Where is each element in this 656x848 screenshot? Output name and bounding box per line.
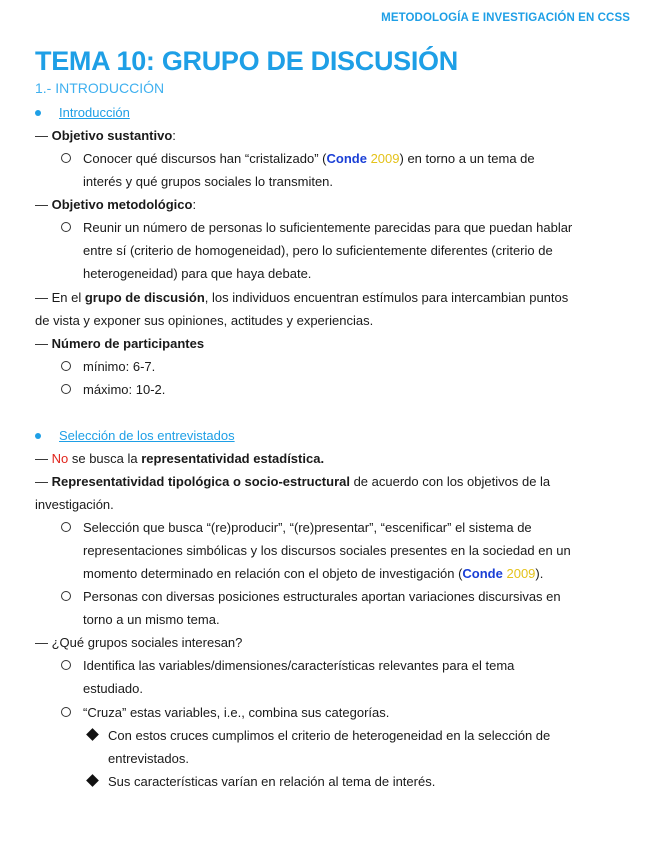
sub-item-text: Reunir un número de personas lo suficientemente parecidas para que puedan hablar (83, 220, 573, 235)
bold-term: grupo de discusión (84, 290, 205, 305)
diamond-icon (86, 728, 99, 741)
item-label: Número de participantes (51, 336, 205, 351)
colon: : (172, 128, 176, 143)
text-fragment: momento determinado en relación con el objeto de investigación ( (83, 566, 463, 581)
hollow-circle-icon (61, 153, 71, 163)
item-continuation: de vista y exponer sus opiniones, actitudes y experiencias. (35, 313, 374, 328)
sub-sub-item-text: Sus características varían en relación al tema de interés. (108, 774, 436, 789)
grupo-discusion-item (35, 286, 568, 309)
text-fragment: ) en torno a un tema de (399, 151, 535, 166)
sub-item-text: estudiado. (83, 681, 143, 696)
section-heading-seleccion[interactable] (59, 424, 235, 447)
negation-word: No (51, 451, 69, 466)
hollow-circle-icon (61, 591, 71, 601)
text-fragment: , los individuos encuentran estímulos para intercambian puntos (204, 290, 569, 305)
text-fragment: ). (535, 566, 544, 581)
sub-item-text (83, 147, 535, 170)
numero-participantes-item (35, 332, 204, 355)
citation-author: Conde (326, 151, 367, 166)
sub-sub-item-text: Con estos cruces cumplimos el criterio de heterogeneidad en la selección de (108, 728, 551, 743)
hollow-circle-icon (61, 707, 71, 717)
hollow-circle-icon (61, 384, 71, 394)
sub-item-text: Selección que busca “(re)producir”, “(re)presentar”, “escenificar” el sistema de (83, 520, 532, 535)
sub-item-text: mínimo: 6-7. (83, 359, 156, 374)
section-heading-introduccion[interactable] (59, 101, 130, 124)
bold-term: Representatividad tipológica o socio-estructural (51, 474, 350, 489)
sub-item-text (83, 562, 543, 585)
dash: — (35, 336, 52, 351)
hollow-circle-icon (61, 522, 71, 532)
filled-dot-icon (35, 110, 41, 116)
sub-sub-item-text: entrevistados. (108, 751, 189, 766)
grupos-sociales-question: — ¿Qué grupos sociales interesan? (35, 635, 243, 650)
dash: — (35, 474, 52, 489)
bold-term: representatividad estadística. (141, 451, 325, 466)
section-link-label: Introducción (59, 105, 130, 120)
sub-item-text: “Cruza” estas variables, i.e., combina sus categorías. (83, 705, 390, 720)
text-fragment: de acuerdo con los objetivos de la (349, 474, 551, 489)
sub-item-text: Personas con diversas posiciones estructurales aportan variaciones discursivas en (83, 589, 561, 604)
section-subtitle: 1.- INTRODUCCIÓN (35, 80, 165, 96)
item-label: Objetivo metodológico (51, 197, 193, 212)
objetivo-metodologico-item (35, 193, 196, 216)
item-label: Objetivo sustantivo (51, 128, 173, 143)
text-fragment: se busca la (68, 451, 142, 466)
filled-dot-icon (35, 433, 41, 439)
citation-author: Conde (462, 566, 503, 581)
citation-year: 2009 (506, 566, 536, 581)
sub-item-text: máximo: 10-2. (83, 382, 166, 397)
sub-item-text: torno a un mismo tema. (83, 612, 220, 627)
dash: — (35, 451, 52, 466)
sub-item-text: entre sí (criterio de homogeneidad), pero lo suficientemente diferentes (criterio de (83, 243, 553, 258)
sub-item-text: heterogeneidad) para que haya debate. (83, 266, 312, 281)
text-fragment: Conocer qué discursos han “cristalizado” ( (83, 151, 327, 166)
hollow-circle-icon (61, 222, 71, 232)
sub-item-text: Identifica las variables/dimensiones/características relevantes para el tema (83, 658, 515, 673)
citation-year: 2009 (370, 151, 400, 166)
hollow-circle-icon (61, 660, 71, 670)
objetivo-sustantivo-item (35, 124, 176, 147)
dash: — (35, 197, 52, 212)
dash: — (35, 128, 52, 143)
text-fragment: — En el (35, 290, 85, 305)
colon: : (192, 197, 197, 212)
course-header: METODOLOGÍA E INVESTIGACIÓN EN CCSS (381, 12, 630, 24)
no-representatividad-item (35, 447, 324, 470)
section-link-label: Selección de los entrevistados (59, 428, 235, 443)
hollow-circle-icon (61, 361, 71, 371)
diamond-icon (86, 774, 99, 787)
sub-item-text: interés y qué grupos sociales lo transmiten. (83, 174, 334, 189)
sub-item-text: representaciones simbólicas y los discursos sociales presentes en la sociedad en un (83, 543, 571, 558)
page-title: TEMA 10: GRUPO DE DISCUSIÓN (35, 46, 458, 76)
representatividad-tipologica-item (35, 470, 550, 493)
item-continuation: investigación. (35, 497, 114, 512)
